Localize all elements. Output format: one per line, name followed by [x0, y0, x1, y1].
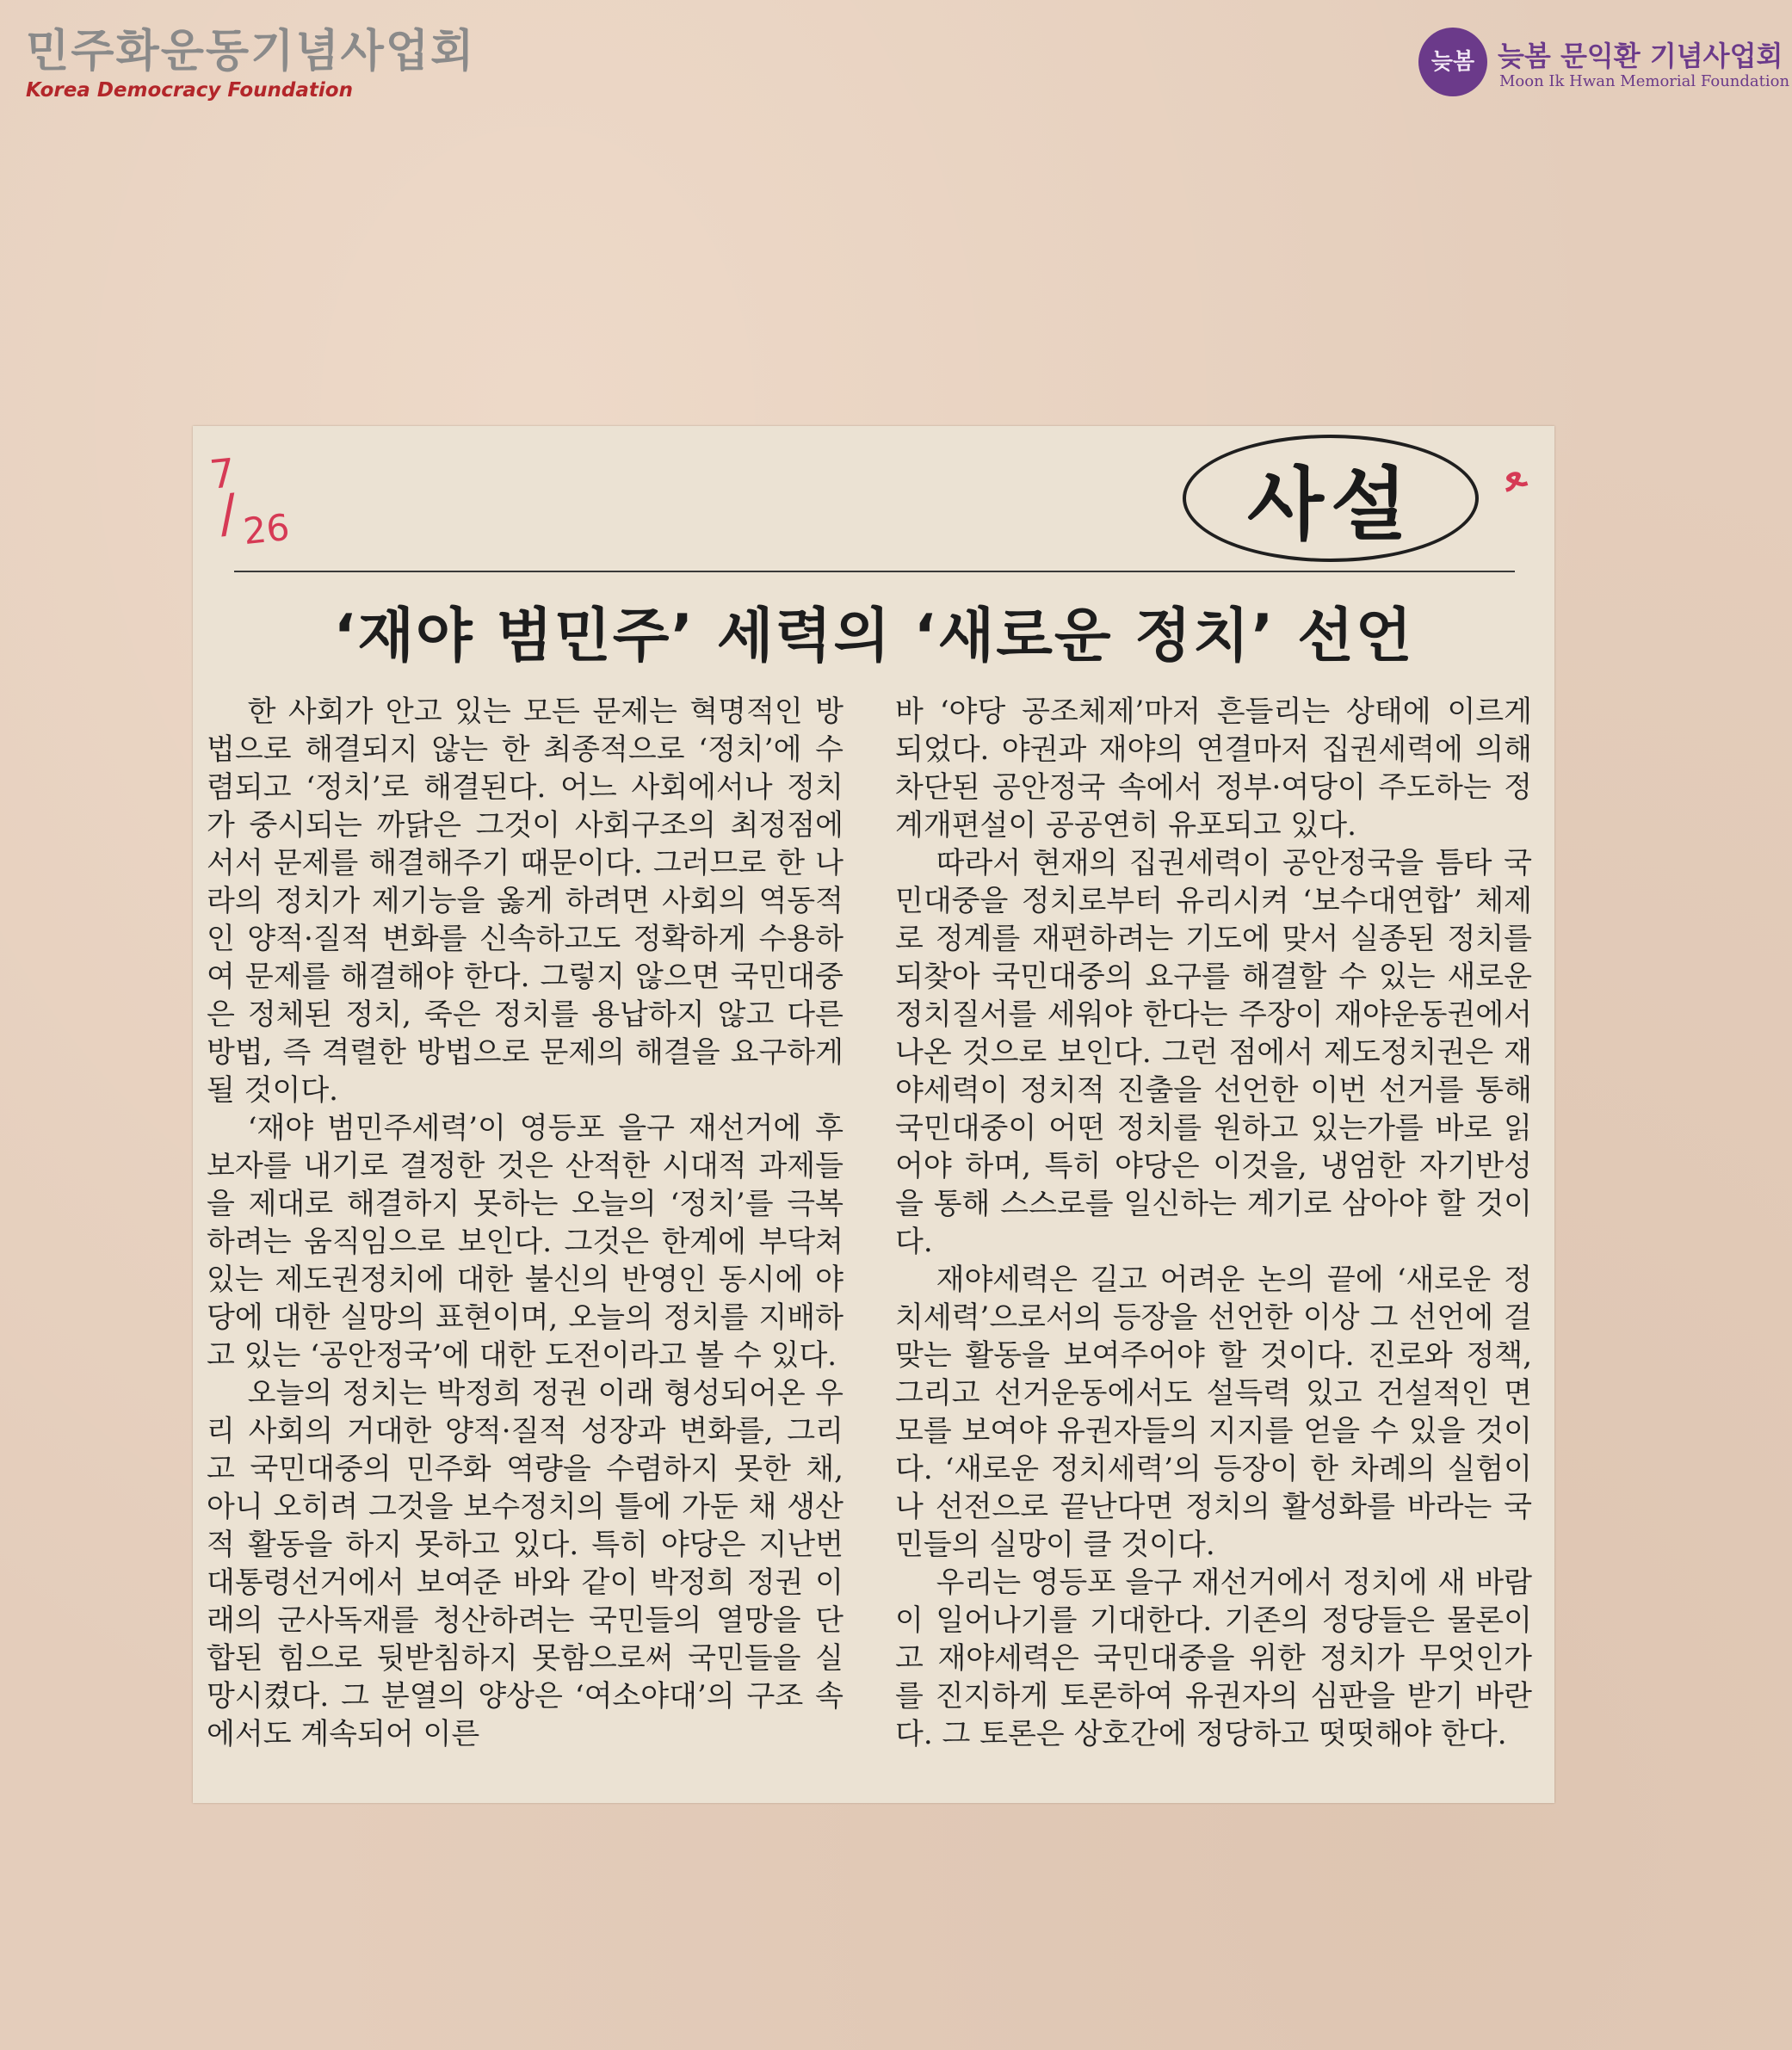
handwritten-date-mark: [204, 448, 292, 567]
right-column: [895, 693, 1532, 1753]
header-rule: [234, 571, 1515, 572]
paragraph: 오늘의 정치는 박정희 정권 이래 형성되어온 우리 사회의 거대한 양적·질적 성장과 변화를, 그리고 국민대중의 민주화 역량을 수렴하지 못한 채, 아니 오히려 그것을 보수정치의 틀에 가둔 채 생산적 활동을 하지 못하고 있다. 특히 야당은 지난번 대통령선거에서 보여준 바와 같이 박정희 정권 이래의 군사독재를 청산하려는 국민들의 열망을 단합된 힘으로 뒷받침하지 못함으로써 국민들을 실망시켰다. 그 분열의 양상은 ‘여소야대’의 구조 속에서도 계속되어 이른: [207, 1376, 843, 1751]
moon-logo-english: Moon Ik Hwan Memorial Foundation: [1499, 72, 1790, 90]
left-column: [207, 693, 843, 1753]
paragraph: 재야세력은 길고 어려운 논의 끝에 ‘새로운 정치세력’으로서의 등장을 선언한 이상 그 선언에 걸맞는 활동을 보여주어야 할 것이다. 진로와 정책, 그리고 선거운동에서도 설득력 있고 건설적인 면모를 보여야 유권자들의 지지를 얻을 수 있을 것이다. ‘새로운 정치세력’의 등장이 한 차례의 실험이나 선전으로 끝난다면 정치의 활성화를 바라는 국민들의 실망이 클 것이다.: [895, 1263, 1532, 1562]
kdf-logo-english: Korea Democracy Foundation: [26, 79, 353, 102]
paragraph: 한 사회가 안고 있는 모든 문제는 혁명적인 방법으로 해결되지 않는 한 최종적으로 ‘정치’에 수렴되고 ‘정치’로 해결된다. 어느 사회에서나 정치가 중시되는 까닭은 그것이 사회구조의 최정점에 서서 문제를 해결해주기 때문이다. 그러므로 한 나라의 정치가 제기능을 옳게 하려면 사회의 역동적인 양적·질적 변화를 신속하고도 정확하게 수용하여 문제를 해결해야 한다. 그렇지 않으면 국민대중은 정체된 정치, 죽은 정치를 용납하지 않고 다른 방법, 즉 격렬한 방법으로 문제의 해결을 요구하게 될 것이다.: [207, 695, 843, 1108]
section-badge: [1183, 435, 1479, 562]
moon-logo-korean: 늦봄 문익환 기념사업회: [1498, 40, 1783, 72]
kdf-logo-korean: 민주화운동기념사업회: [26, 26, 476, 77]
newspaper-clipping: [193, 426, 1554, 1803]
handwritten-pen-mark-icon: ﻌ: [1494, 447, 1531, 503]
paragraph: 따라서 현재의 집권세력이 공안정국을 틈타 국민대중을 정치로부터 유리시켜 ‘보수대연합’ 체제로 정계를 재편하려는 기도에 맞서 실종된 정치를 되찾아 국민대중의 요구를 해결할 수 있는 새로운 정치질서를 세워야 한다는 주장이 재야운동권에서 나온 것으로 보인다. 그런 점에서 제도정치권은 재야세력이 정치적 진출을 선언한 이번 선거를 통해 국민대중이 어떤 정치를 원하고 있는가를 바로 읽어야 하며, 특히 야당은 이것을, 냉엄한 자기반성을 통해 스스로를 일신하는 계기로 삼아야 할 것이다.: [895, 846, 1532, 1259]
section-label: 사설: [1247, 459, 1414, 551]
date-day: 26: [241, 505, 292, 553]
editorial-headline: ‘재야 범민주’ 세력의 ‘새로운 정치’ 선언: [333, 602, 1414, 670]
paragraph: 우리는 영등포 을구 재선거에서 정치에 새 바람이 일어나기를 기대한다. 기존의 정당들은 물론이고 재야세력은 국민대중을 위한 정치가 무엇인가를 진지하게 토론하여 유권자의 심판을 받기 바란다. 그 토론은 상호간에 정당하고 떳떳해야 한다.: [895, 1565, 1532, 1751]
moon-seal-icon: 늦봄: [1418, 28, 1487, 96]
date-month: 7: [207, 449, 238, 498]
paragraph: ‘재야 범민주세력’이 영등포 을구 재선거에 후보자를 내기로 결정한 것은 산적한 시대적 과제들을 제대로 해결하지 못하는 오늘의 ‘정치’를 극복하려는 움직임으로 보인다. 그것은 한계에 부닥쳐 있는 제도권정치에 대한 불신의 반영인 동시에 야당에 대한 실망의 표현이며, 오늘의 정치를 지배하고 있는 ‘공안정국’에 대한 도전이라고 볼 수 있다.: [207, 1111, 843, 1373]
moon-ik-hwan-foundation-logo: [1418, 28, 1790, 107]
date-slash: /: [216, 483, 240, 545]
korea-democracy-foundation-logo: [26, 26, 476, 102]
paragraph: 바 ‘야당 공조체제’마저 흔들리는 상태에 이르게 되었다. 야권과 재야의 연결마저 집권세력에 의해 차단된 공안정국 속에서 정부·여당이 주도하는 정계개편설이 공공연히 유포되고 있다.: [895, 695, 1532, 843]
